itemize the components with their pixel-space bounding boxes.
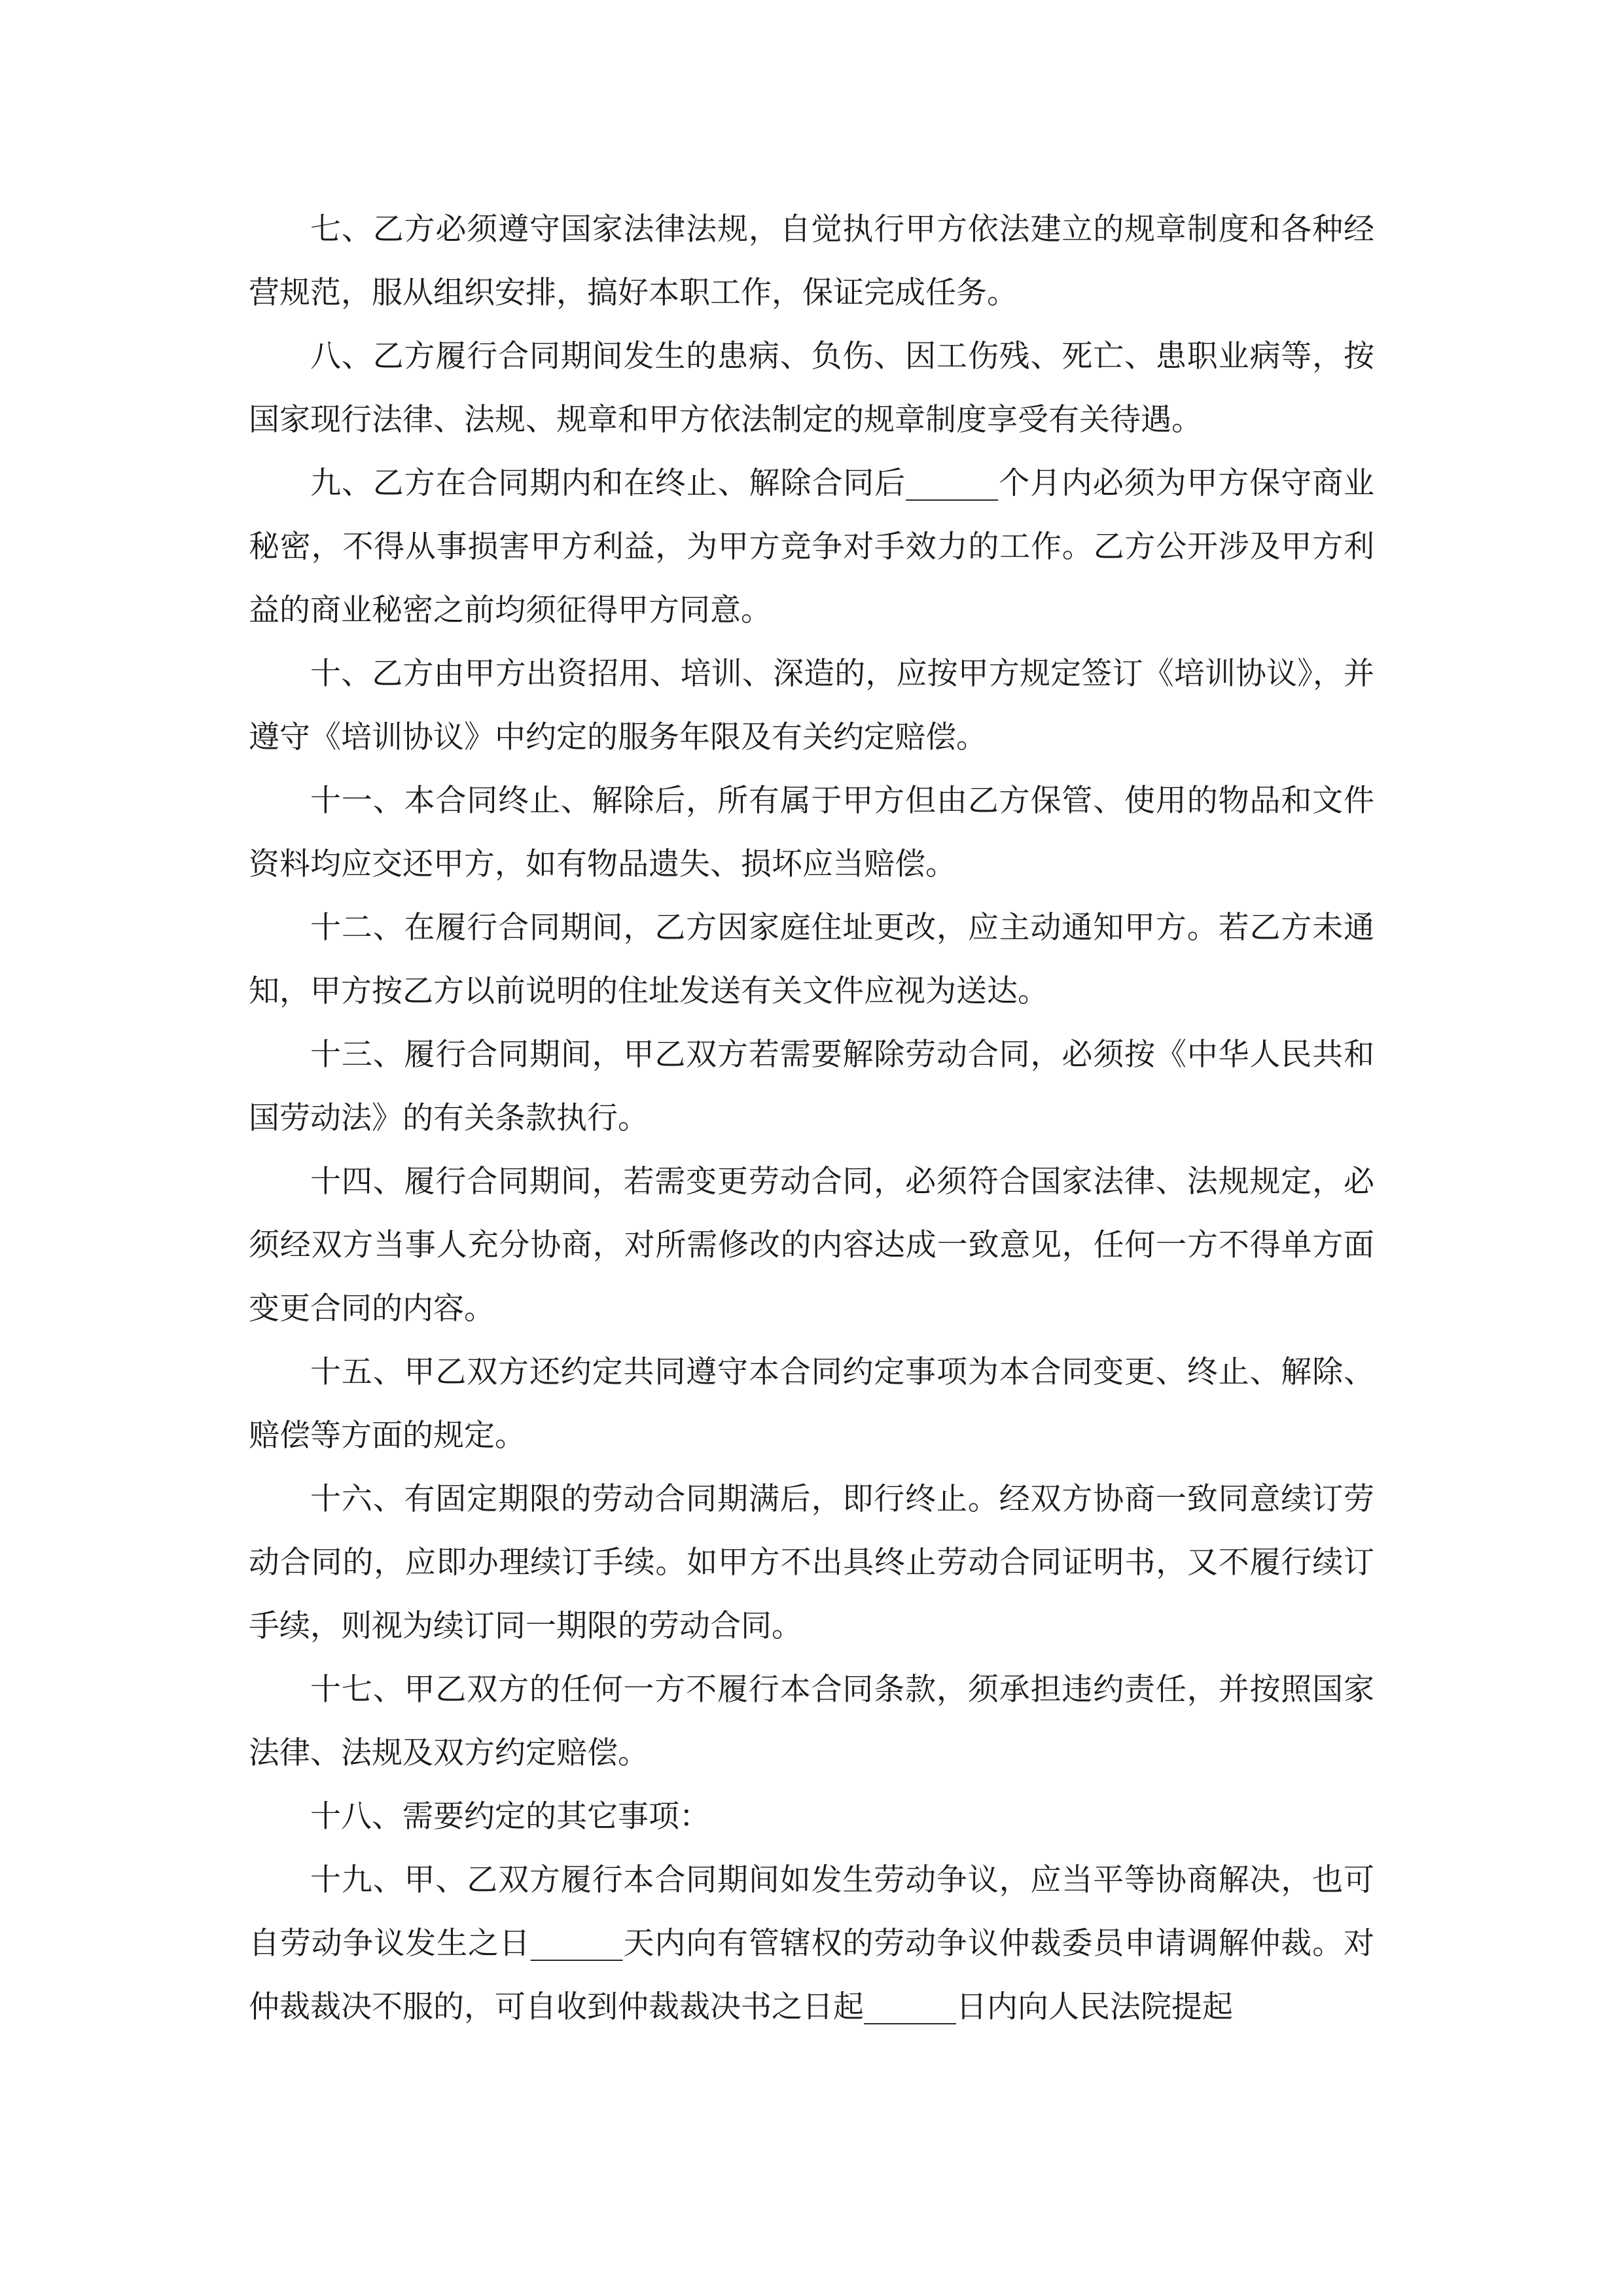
clause-7: 七、乙方必须遵守国家法律法规，自觉执行甲方依法建立的规章制度和各种经营规范，服从组织安排，搞好本职工作，保证完成任务。: [249, 211, 1374, 311]
clause-14: 十四、履行合同期间，若需变更劳动合同，必须符合国家法律、法规规定，必须经双方当事人充分协商，对所需修改的内容达成一致意见，任何一方不得单方面变更合同的内容。: [249, 1164, 1374, 1327]
clause-19: 十九、甲、乙双方履行本合同期间如发生劳动争议，应当平等协商解决，也可自劳动争议发生之日______天内向有管辖权的劳动争议仲裁委员申请调解仲裁。对仲裁裁决不服的，可自收到仲裁裁决书之日起______日内向人民法院提起: [249, 1862, 1374, 2025]
clause-10: 十、乙方由甲方出资招用、培训、深造的，应按甲方规定签订《培训协议》，并遵守《培训协议》中约定的服务年限及有关约定赔偿。: [249, 656, 1374, 755]
clause-9: 九、乙方在合同期内和在终止、解除合同后______个月内必须为甲方保守商业秘密，不得从事损害甲方利益，为甲方竞争对手效力的工作。乙方公开涉及甲方利益的商业秘密之前均须征得甲方同意。: [249, 465, 1374, 628]
clause-16: 十六、有固定期限的劳动合同期满后，即行终止。经双方协商一致同意续订劳动合同的，应即办理续订手续。如甲方不出具终止劳动合同证明书，又不履行续订手续，则视为续订同一期限的劳动合同。: [249, 1481, 1374, 1644]
clause-15: 十五、甲乙双方还约定共同遵守本合同约定事项为本合同变更、终止、解除、赔偿等方面的规定。: [249, 1354, 1374, 1454]
clause-13: 十三、履行合同期间，甲乙双方若需要解除劳动合同，必须按《中华人民共和国劳动法》的有关条款执行。: [249, 1037, 1374, 1136]
contract-body: [249, 198, 1374, 2039]
clause-18: 十八、需要约定的其它事项：: [310, 1799, 710, 1835]
clause-8: 八、乙方履行合同期间发生的患病、负伤、因工伤残、死亡、患职业病等，按国家现行法律、法规、规章和甲方依法制定的规章制度享受有关待遇。: [249, 338, 1374, 438]
clause-11: 十一、本合同终止、解除后，所有属于甲方但由乙方保管、使用的物品和文件资料均应交还甲方，如有物品遗失、损坏应当赔偿。: [249, 783, 1374, 882]
clause-12: 十二、在履行合同期间，乙方因家庭住址更改，应主动通知甲方。若乙方未通知，甲方按乙方以前说明的住址发送有关文件应视为送达。: [249, 910, 1374, 1009]
clause-17: 十七、甲乙双方的任何一方不履行本合同条款，须承担违约责任，并按照国家法律、法规及双方约定赔偿。: [249, 1672, 1374, 1771]
